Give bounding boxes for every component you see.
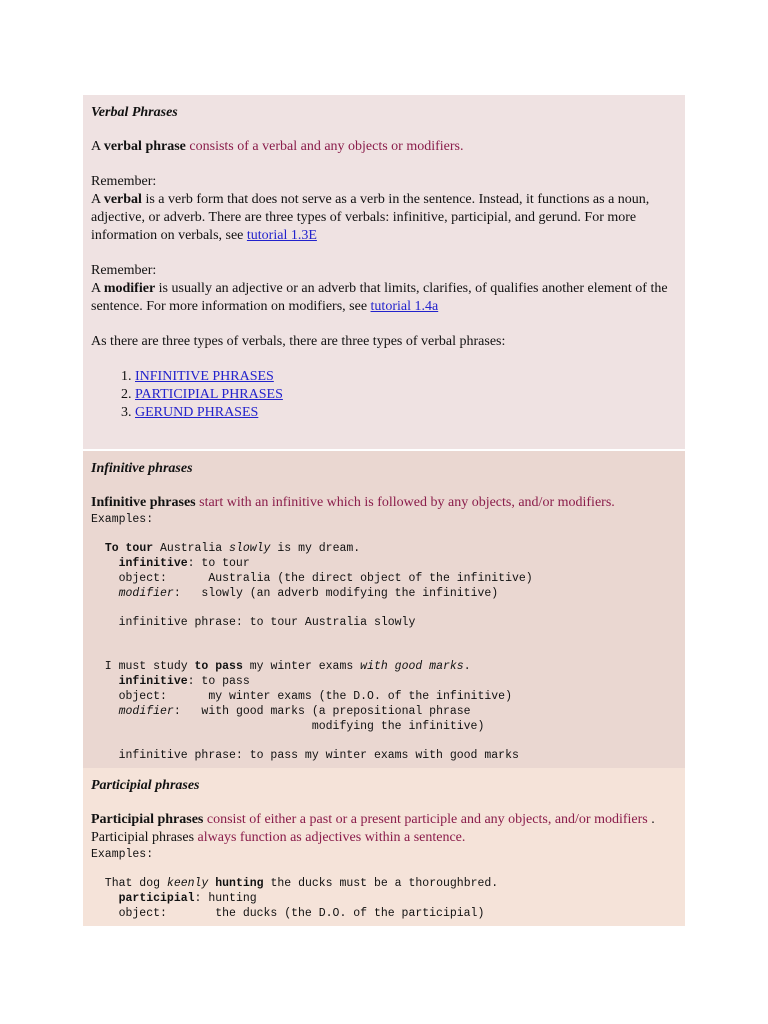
link-gerund-phrases[interactable]: GERUND PHRASES	[135, 405, 259, 420]
modifier-line: modifier: slowly (an adverb modifying the infinitive)	[118, 587, 499, 600]
modifier-prefix: A	[91, 281, 104, 296]
verbal-text: is a verb form that does not serve as a verb in the sentence. Instead, it functions as a noun, adjective, or adverb. There are three types of verbals: infinitive, participial, and gerund. For more information on verbals, see	[91, 192, 650, 243]
infinitive-line: infinitive: to tour	[118, 557, 250, 570]
verbal-phrases-section	[83, 95, 685, 449]
list-item	[135, 386, 677, 404]
example-block-1	[91, 876, 677, 921]
examples-label: Examples:	[91, 848, 154, 861]
types-intro: As there are three types of verbals, there are three types of verbal phrases:	[91, 334, 506, 349]
example-sentence: To tour Australia slowly is my dream.	[104, 542, 361, 555]
example-block-1	[91, 541, 677, 630]
highlight-participle: hunting	[215, 877, 264, 890]
link-infinitive-phrases[interactable]: INFINITIVE PHRASES	[135, 369, 274, 384]
highlight-infinitive: To tour	[104, 542, 154, 555]
verbal-phrase-types-list	[91, 368, 677, 422]
infinitive-phrases-section	[83, 451, 685, 768]
object-line: object: my winter exams (the D.O. of the infinitive)	[91, 690, 512, 703]
verbal-prefix: A	[91, 192, 104, 207]
remember-modifier	[91, 262, 677, 316]
def-term: Infinitive phrases	[91, 495, 196, 510]
example-block-2	[91, 659, 677, 763]
def-prefix: A	[91, 139, 104, 154]
tutorial-link-modifiers[interactable]: tutorial 1.4a	[370, 299, 439, 314]
section-heading: Participial phrases	[91, 778, 200, 793]
modifier-term: modifier	[103, 281, 156, 296]
highlight-modifier: with good marks	[360, 660, 464, 673]
def-text: consists of a verbal and any objects or modifiers.	[185, 139, 464, 154]
remember-label: Remember:	[91, 174, 157, 189]
participial-line: participial: hunting	[118, 892, 257, 905]
def-text: start with an infinitive which is followed by any objects, and/or modifiers.	[195, 495, 615, 510]
def-term: Participial phrases	[91, 812, 204, 827]
highlight-modifier: keenly	[166, 877, 209, 890]
summary-line: infinitive phrase: to pass my winter exams with good marks	[91, 749, 519, 762]
participial-phrases-section	[83, 768, 685, 926]
document	[83, 95, 685, 926]
example-sentence: I must study to pass my winter exams with good marks.	[91, 660, 471, 673]
object-line: object: Australia (the direct object of the infinitive)	[91, 572, 533, 585]
tutorial-link-verbals[interactable]: tutorial 1.3E	[246, 228, 317, 243]
list-item	[135, 404, 677, 422]
def-tail-accent: always function as adjectives within a sentence.	[197, 830, 466, 845]
verbal-phrase-definition	[91, 138, 677, 156]
section-heading: Verbal Phrases	[91, 105, 178, 120]
def-term: verbal phrase	[103, 139, 186, 154]
object-line: object: the ducks (the D.O. of the participial)	[91, 907, 485, 920]
infinitive-line: infinitive: to pass	[118, 675, 250, 688]
remember-label: Remember:	[91, 263, 157, 278]
remember-verbal	[91, 173, 677, 245]
verbal-term: verbal	[103, 192, 142, 207]
highlight-infinitive: to pass	[194, 660, 243, 673]
modifier-continuation: modifying the infinitive)	[91, 720, 485, 733]
examples-label: Examples:	[91, 513, 154, 526]
modifier-text: is usually an adjective or an adverb that limits, clarifies, of qualifies another element of the sentence. For more information on modifiers, see	[91, 281, 668, 314]
highlight-modifier: slowly	[229, 542, 271, 555]
section-heading: Infinitive phrases	[91, 461, 193, 476]
example-sentence: That dog keenly hunting the ducks must be a thoroughbred.	[91, 877, 499, 890]
list-item	[135, 368, 677, 386]
modifier-line: modifier: with good marks (a prepositional phrase	[118, 705, 471, 718]
participial-definition	[91, 811, 677, 847]
def-tail: . Participial phrases	[91, 812, 655, 845]
def-text: consist of either a past or a present participle and any objects, and/or modifiers	[203, 812, 648, 827]
summary-line: infinitive phrase: to tour Australia slowly	[91, 616, 416, 629]
link-participial-phrases[interactable]: PARTICIPIAL PHRASES	[135, 387, 283, 402]
infinitive-definition	[91, 494, 677, 512]
